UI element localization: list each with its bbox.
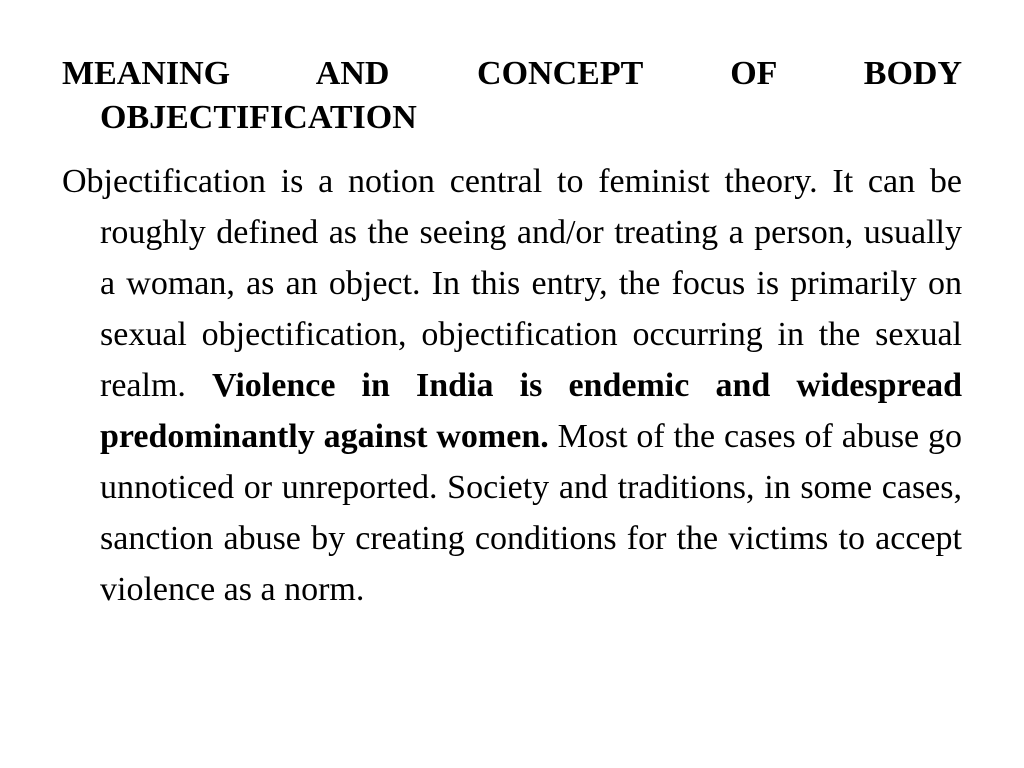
paragraph-text-closing: Most of the cases of abuse go unnoticed or unreported. Society and traditions, in some cases, sanction abuse by creating conditions for the victims to accept violence as a norm.	[100, 418, 962, 608]
slide-paragraph	[62, 156, 962, 615]
slide-heading: MEANING AND CONCEPT OF BODY OBJECTIFICATION	[62, 55, 962, 136]
paragraph-text-bold: Violence in India is endemic and widespread predominantly against women.	[100, 367, 963, 455]
paragraph-text-intro: Objectification is a notion central to feminist theory. It can be roughly defined as the seeing and/or treating a person, usually a woman, as an object. In this entry, the focus is primarily on sexual objectification, objectification occurring in the sexual realm.	[62, 163, 962, 404]
